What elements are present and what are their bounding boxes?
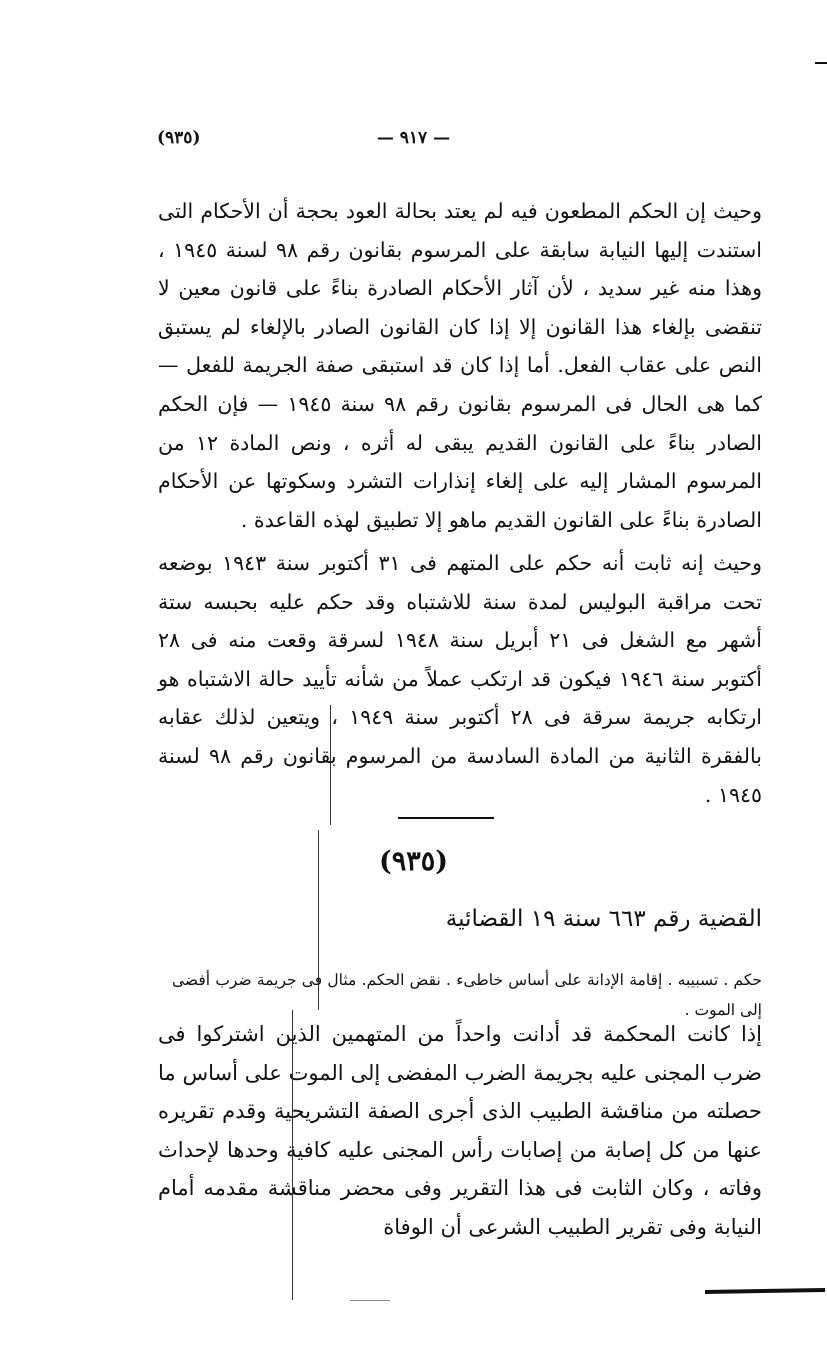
case-reference-header: (٩٣٥) [157, 128, 201, 148]
scan-dust-mark [350, 1300, 390, 1301]
scan-crease-line [292, 1010, 293, 1300]
page-number: — ٩١٧ — [376, 128, 451, 148]
paragraph-reasoning-facts: وحيث إنه ثابت أنه حكم على المتهم فى ٣١ أكتوبر سنة ١٩٤٣ بوضعه تحت مراقبة البوليس لمدة سنة للاشتباه وقد حكم عليه بحبسه ستة أشهر مع الشغل فى ٢١ أبريل سنة ١٩٤٨ لسرقة وقعت منه فى ٢٨ أكتوبر سنة ١٩٤٦ فيكون قد ارتكب عملاً من شأنه تأييد حالة الاشتباه هو ارتكابه جريمة سرقة فى ٢٨ أكتوبر سنة ١٩٤٩ ، ويتعين لذلك عقابه بالفقرة الثانية من المادة السادسة من المرسوم بقانون رقم ٩٨ لسنة ١٩٤٥ . [158, 551, 762, 807]
case-summary: حكم . تسبيبه . إقامة الإدانة على أساس خاطىء . نقض الحكم. مثال فى جريمة ضرب أفضى إلى الموت . [172, 971, 762, 1019]
case-number-heading: (٩٣٥) [378, 846, 449, 877]
case-title: القضية رقم ٦٦٣ سنة ١٩ القضائية [445, 906, 762, 932]
scan-edge-mark [815, 62, 827, 64]
scan-crease-line [330, 705, 331, 825]
case-body-paragraph: إذا كانت المحكمة قد أدانت واحداً من المتهمين الذين اشتركوا فى ضرب المجنى عليه بجريمة الضرب المفضى إلى الموت على أساس ما حصلته من مناقشة الطبيب الذى أجرى الصفة التشريحية وقدم تقريره عنها من كل إصابة من إصابات رأس المجنى عليه كافية وحدها لإحداث وفاته ، وكان الثابت فى هذا التقرير وفى محضر مناقشة مقدمه أمام النيابة وفى تقرير الطبيب الشرعى أن الوفاة [158, 1022, 762, 1239]
section-divider [398, 817, 494, 819]
scan-crease-line [318, 830, 319, 1010]
scan-edge-mark [705, 1288, 825, 1294]
paragraph-reasoning-recidivism: وحيث إن الحكم المطعون فيه لم يعتد بحالة العود بحجة أن الأحكام التى استندت إليها النيابة سابقة على المرسوم بقانون رقم ٩٨ لسنة ١٩٤٥ ، وهذا منه غير سديد ، لأن آثار الأحكام الصادرة بناءً على قانون معين لا تنقضى بإلغاء هذا القانون إلا إذا كان القانون الصادر بالإلغاء لم يستبق النص على عقاب الفعل. أما إذا كان قد استبقى صفة الجريمة للفعل — كما هى الحال فى المرسوم بقانون رقم ٩٨ سنة ١٩٤٥ — فإن الحكم الصادر بناءً على القانون القديم يبقى له أثره ، ونص المادة ١٢ من المرسوم المشار إليه على إلغاء إنذارات التشرد وسكوتها عن الأحكام الصادرة بناءً على القانون القديم ماهو إلا تطبيق لهذه القاعدة . [158, 199, 762, 532]
